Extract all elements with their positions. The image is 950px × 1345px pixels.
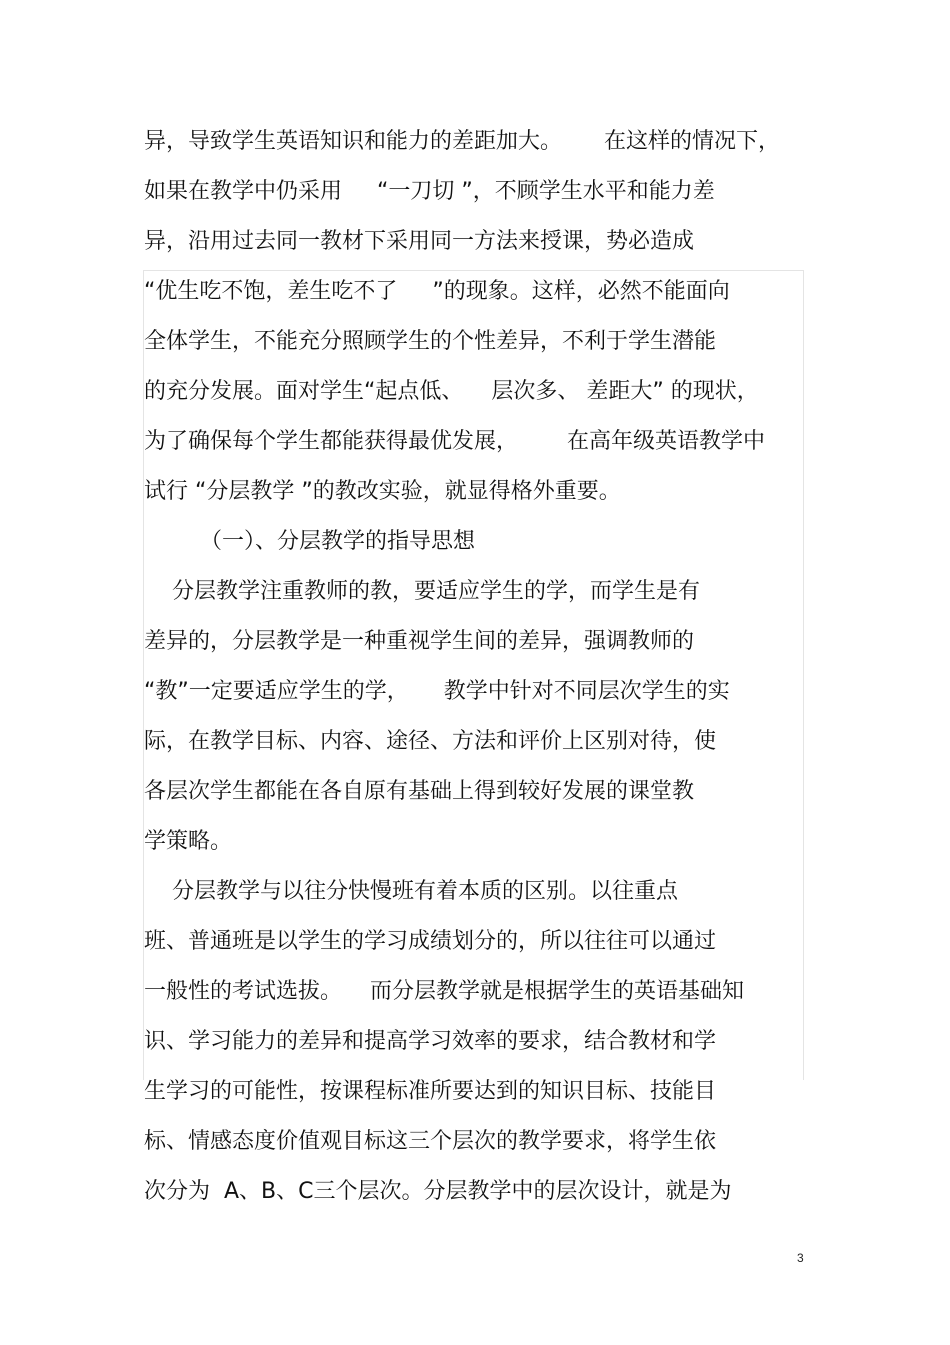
- page-number: 3: [797, 1251, 804, 1265]
- text-line: 为了确保每个学生都能获得最优发展， 在高年级英语教学中: [144, 429, 765, 454]
- text-line: 试行 “分层教学 ”的教改实验，就显得格外重要。: [144, 479, 621, 504]
- frame-right-border: [803, 270, 804, 1080]
- text-line: 生学习的可能性，按课程标准所要达到的知识目标、技能目: [144, 1079, 717, 1104]
- text-line: 识、学习能力的差异和提高学习效率的要求，结合教材和学: [144, 1029, 717, 1054]
- text-line: 如果在教学中仍采用 “一刀切 ”，不顾学生水平和能力差: [144, 179, 715, 204]
- text-line: 一般性的考试选拔。 而分层教学就是根据学生的英语基础知: [144, 979, 744, 1004]
- text-line: 际，在教学目标、内容、途径、方法和评价上区别对待，使: [144, 729, 717, 754]
- text-line: 全体学生，不能充分照顾学生的个性差异，不利于学生潜能: [144, 329, 717, 354]
- text-line: 标、情感态度价值观目标这三个层次的教学要求，将学生依: [144, 1129, 717, 1154]
- text-line: 次分为 A、B、C三个层次。分层教学中的层次设计，就是为: [144, 1179, 732, 1204]
- text-line: 差异的，分层教学是一种重视学生间的差异，强调教师的: [144, 629, 695, 654]
- section-heading: （一）、分层教学的指导思想: [144, 529, 475, 554]
- text-line: “教”一定要适应学生的学， 教学中针对不同层次学生的实: [144, 679, 730, 704]
- text-line: “优生吃不饱，差生吃不了 ”的现象。这样，必然不能面向: [144, 279, 730, 304]
- text-line: 的充分发展。面对学生“起点低、 层次多、 差距大” 的现状，: [144, 379, 759, 404]
- frame-top-border: [143, 270, 804, 271]
- text-line: 学策略。: [144, 829, 233, 854]
- text-line: 异，沿用过去同一教材下采用同一方法来授课，势必造成: [144, 229, 695, 254]
- text-line: 分层教学与以往分快慢班有着本质的区别。以往重点: [144, 879, 678, 904]
- text-line: 异，导致学生英语知识和能力的差距加大。 在这样的情况下，: [144, 129, 780, 154]
- text-line: 班、普通班是以学生的学习成绩划分的，所以往往可以通过: [144, 929, 717, 954]
- text-line: 分层教学注重教师的教，要适应学生的学，而学生是有: [144, 579, 700, 604]
- text-line: 各层次学生都能在各自原有基础上得到较好发展的课堂教: [144, 779, 695, 804]
